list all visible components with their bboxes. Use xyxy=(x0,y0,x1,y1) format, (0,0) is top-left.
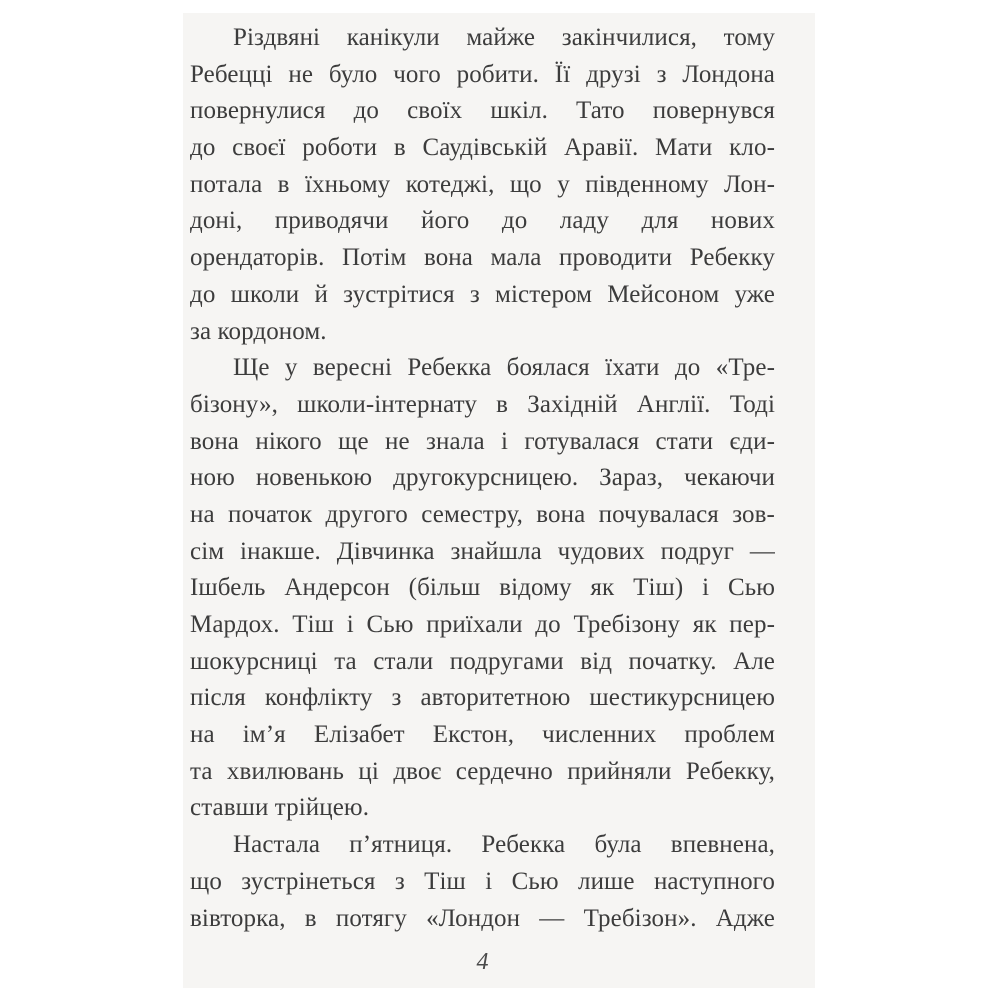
text-line: Ребецці не було чого робити. Її друзі з Лондона xyxy=(190,60,775,88)
text-line: потала в їхньому котеджі, що у південному Лон- xyxy=(190,170,775,198)
paragraph xyxy=(190,827,775,937)
text-line: на початок другого семестру, вона почувалася зов- xyxy=(190,500,775,528)
text-line: бізону», школи-інтернату в Західній Англії. Тоді xyxy=(190,390,775,418)
text-line: після конфлікту з авторитетною шестикурсницею xyxy=(190,684,775,712)
text-line: ною новенькою другокурсницею. Зараз, чекаючи xyxy=(190,464,775,492)
book-page xyxy=(183,13,815,988)
text-line: ставши трійцею. xyxy=(190,794,370,822)
page-number: 4 xyxy=(476,949,489,975)
text-line: на ім’я Елізабет Екстон, численних проблем xyxy=(190,721,775,749)
text-block xyxy=(190,20,775,937)
text-line: до школи й зустрітися з містером Мейсоном уже xyxy=(190,280,775,308)
text-line: Ішбель Андерсон (більш відому як Тіш) і Сью xyxy=(190,574,775,602)
text-line: орендаторів. Потім вона мала проводити Ребекку xyxy=(190,244,775,272)
text-line: та хвилювань ці двоє сердечно прийняли Ребекку, xyxy=(190,757,775,785)
text-line: до своєї роботи в Саудівській Аравії. Мати кло- xyxy=(190,134,775,162)
text-line: вона нікого ще не знала і готувалася стати єди- xyxy=(190,427,775,455)
text-line: повернулися до своїх шкіл. Тато повернувся xyxy=(190,97,775,125)
text-line: вівторка, в потягу «Лондон — Требізон». Адже xyxy=(190,904,775,932)
paragraph xyxy=(190,20,775,350)
text-line: Мардох. Тіш і Сью приїхали до Требізону як пер- xyxy=(190,611,775,638)
text-line: сім інакше. Дівчинка знайшла чудових подруг — xyxy=(190,537,775,565)
text-line: Настала п’ятниця. Ребекка була впевнена, xyxy=(233,831,775,859)
text-line: що зустрінеться з Тіш і Сью лише наступного xyxy=(190,867,775,895)
text-line: шокурсниці та стали подругами від початку. Але xyxy=(190,647,775,675)
text-line: Ще у вересні Ребекка боялася їхати до «Тре- xyxy=(233,354,775,382)
paragraph xyxy=(190,350,775,827)
text-line: Різдвяні канікули майже закінчилися, тому xyxy=(233,24,775,51)
text-line: доні, приводячи його до ладу для нових xyxy=(190,207,775,235)
text-line: за кордоном. xyxy=(190,317,327,345)
